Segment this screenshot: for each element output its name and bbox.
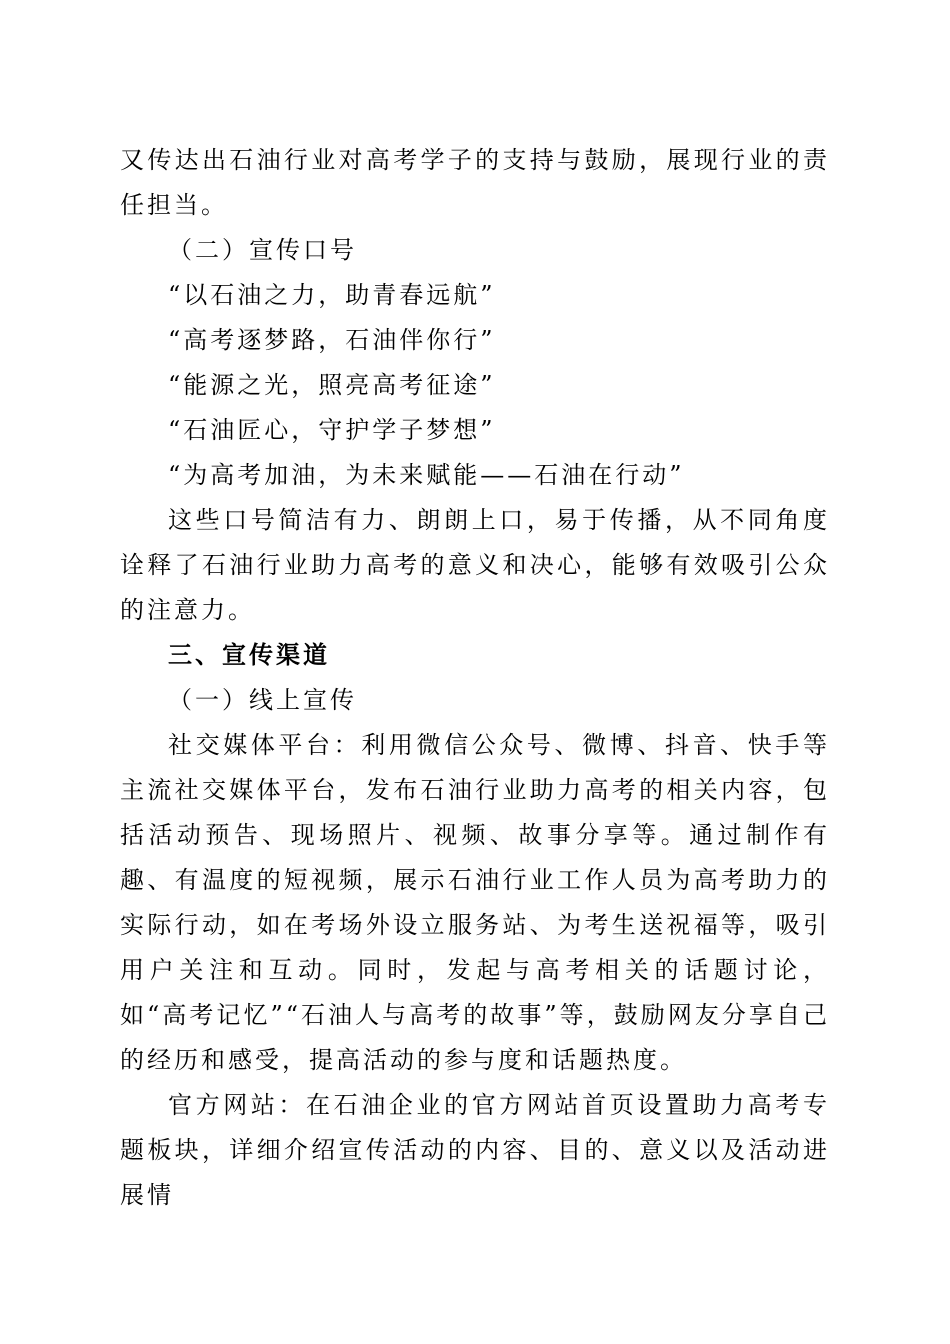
heading-slogans: （二）宣传口号 [168, 236, 357, 264]
slogan-5: “为高考加油，为未来赋能——石油在行动” [168, 461, 685, 489]
paragraph-social-media: 社交媒体平台：利用微信公众号、微博、抖音、快手等主流社交媒体平台，发布石油行业助力高考的相关内容，包括活动预告、现场照片、视频、故事分享等。通过制作有趣、有温度的短视频，展示石油行业工作人员为高考助力的实际行动，如在考场外设立服务站、为考生送祝福等，吸引用户关注和互动。同时，发起与高考相关的话题讨论，如“高考记忆”“石油人与高考的故事”等，鼓励网友分享自己的经历和感受，提高活动的参与度和话题热度。 [120, 731, 830, 1074]
paragraph-slogans-summary: 这些口号简洁有力、朗朗上口，易于传播，从不同角度诠释了石油行业助力高考的意义和决心，能够有效吸引公众的注意力。 [120, 506, 830, 624]
paragraph-intro-tail: 又传达出石油行业对高考学子的支持与鼓励，展现行业的责任担当。 [120, 146, 830, 219]
slogan-4: “石油匠心，守护学子梦想” [168, 416, 496, 444]
slogan-2: “高考逐梦路，石油伴你行” [168, 326, 496, 354]
slogan-3: “能源之光，照亮高考征途” [168, 371, 496, 399]
paragraph-official-website: 官方网站：在石油企业的官方网站首页设置助力高考专题板块，详细介绍宣传活动的内容、目的、意义以及活动进展情 [120, 1091, 830, 1209]
heading-online-promotion: （一）线上宣传 [168, 686, 357, 714]
document-page [120, 138, 830, 1218]
heading-section-3: 三、宣传渠道 [168, 641, 330, 669]
slogan-1: “以石油之力，助青春远航” [168, 281, 496, 309]
